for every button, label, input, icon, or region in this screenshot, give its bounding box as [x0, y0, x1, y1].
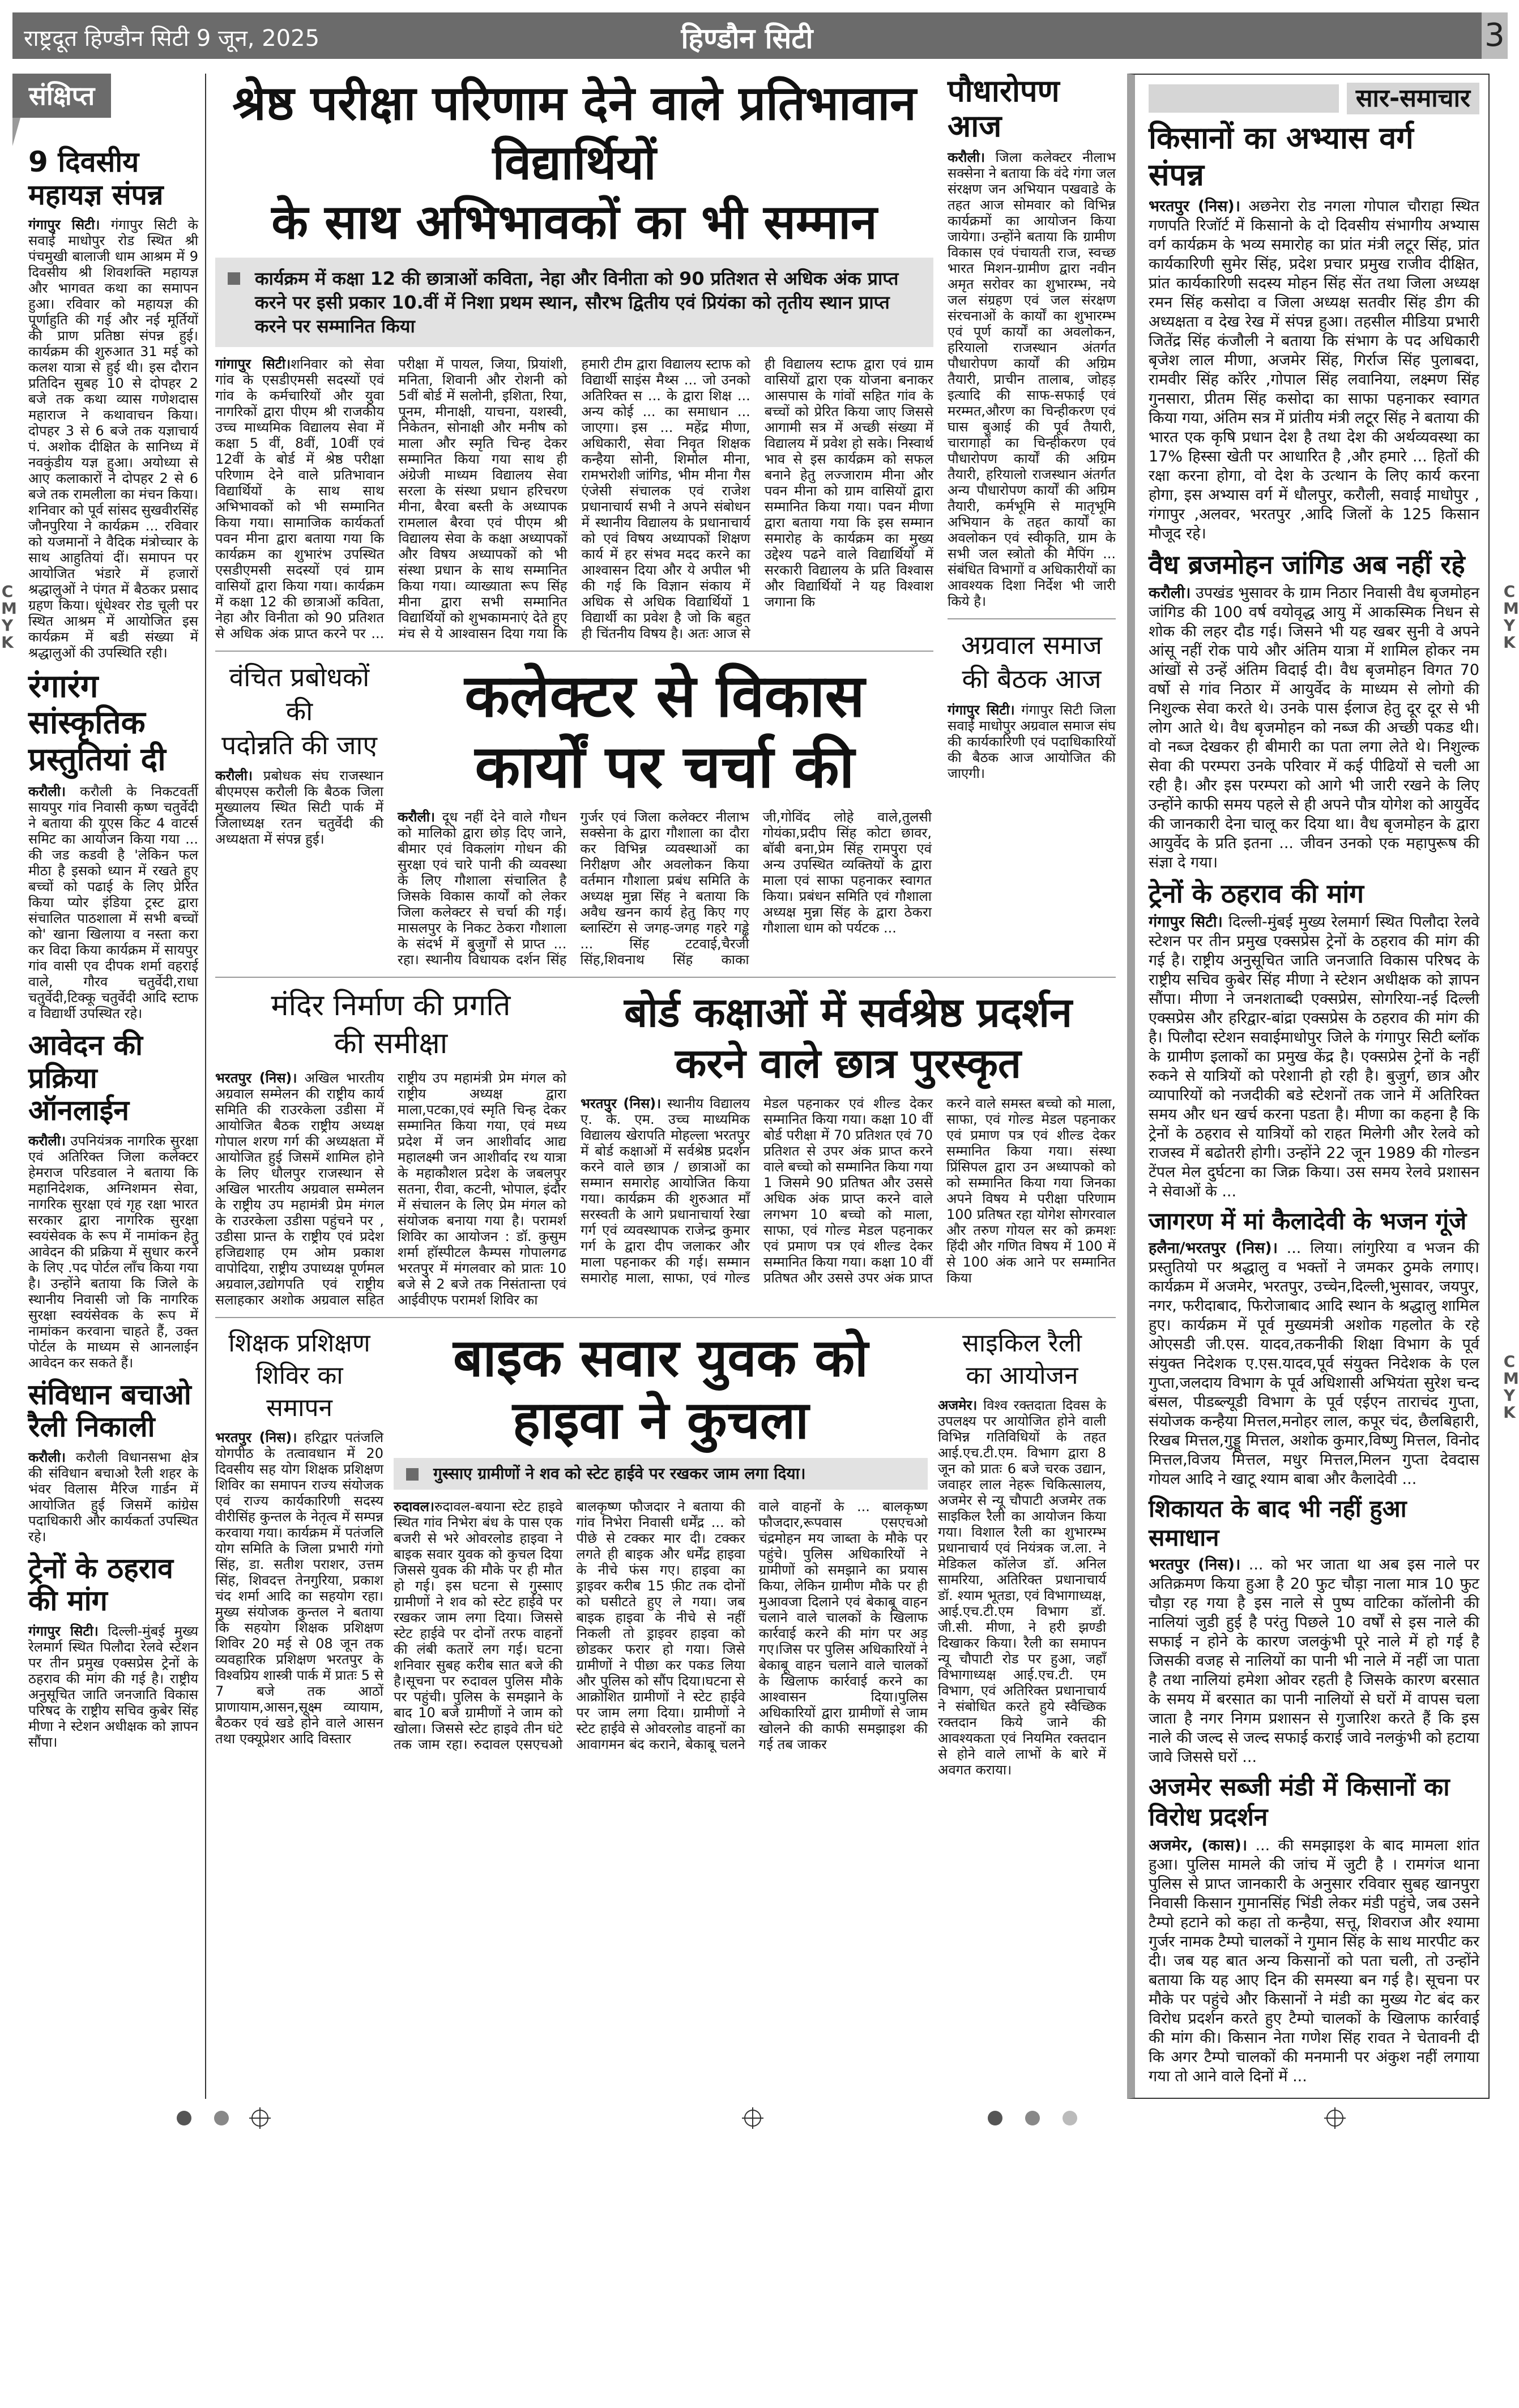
bullet-square-icon: [228, 272, 240, 285]
brief-text: उपनियंत्रक नागरिक सुरक्षा एवं अतिरिक्त जिला कलेक्टर हेमराज परिडवाल ने बताया कि महानिदेशक, अग्निशमन सेवा, नागरिक सुरक्षा एवं गृह रक्षा भारत सरकार द्वारा नागरिक सुरक्षा स्वयंसेवक के रूप में नामांकन हेतु आवेदन की प्रक्रिया में सुधार करने के लिए .पद पोर्टल लॉंच किया गया है। उन्होंने बताया कि जिले के स्थानीय निवासी जो कि नागरिक सुरक्षा स्वयंसेवक के रूप में नामांकन करवाना चाहते हैं, उक्त पोर्टल के माध्यम से आनलाईन आवेदन कर सकते हैं।: [28, 1132, 198, 1371]
brief-body: [28, 1623, 198, 1750]
lower-section: [215, 1327, 1116, 1778]
headline-line: वंचित प्रबोधकों की: [229, 662, 370, 726]
sidebar-headline: वैध ब्रजमोहन जांगिड अब नहीं रहे: [1149, 549, 1465, 580]
story-text: गंगापुर सिटी जिला सवाई माधोपुर अग्रवाल समाज संघ की कार्यकारिणी एवं पदाधिकारियों की बैठक आज आयोजित की जाएगी।: [948, 702, 1116, 781]
sidebar-body: [1149, 913, 1479, 1201]
story-text: अछनेरा रोड नगला गोपाल चौराहा स्थित गणपति रिजॉर्ट में किसानो के दो दिवसीय संभागीय अभ्यास वर्ग कार्यक्रम के भव्य समारोह का प्रांत मंत्री लटूर सिंह, प्रांत कार्यकारिणी सुमेर सिंह, प्रदेश प्रचार प्रमुख राजीव दीक्षित, प्रांत कार्यकारिणी सदस्य मोहन सिंह सेंत तथा जिला अध्यक्ष रमन सिंह कसोदा व जिला अध्यक्ष सतवीर सिंह डीग की अध्यक्षता व देख रेख में संपन्न हुआ। तहसील मीडिया प्रभारी जितेंद्र सिंह कंजौली ने बताया कि संभाग के पद अधिकारी बृजेश लाल मीणा, अजमेर सिंह, गिर्राज सिंह पुलाबदा, रामवीर सिंह कॉरेर ,गोपाल सिंह लवानिया, लक्ष्मण सिंह गुनसारा, प्रीतम सिंह कसोदा का साफा पहनाकर स्वागत किया गया, अंतिम सत्र में प्रांतीय मंत्री लटूर सिंह ने बताया की भारत एक कृषि प्रधान देश है तथा देश की अर्थव्यवस्था का 17% हिस्सा खेती पर आधारित है ,और हमारे ... हितों की रक्षा करना होगा, वो देश के उत्थान के लिए कार्य करना होगा, इस अभ्यास वर्ग में धौलपुर, करौली, सवाई माधोपुर , गंगापुर ,अलवर, भरतपुर ,आदि जिलों के 125 किसान मौजूद रहे।: [1149, 197, 1479, 542]
dateline: करौली।: [28, 1132, 66, 1149]
top-story-headline: [215, 74, 933, 252]
shikshak-body: [215, 1430, 383, 1747]
headline-line: मंदिर निर्माण की प्रगति: [271, 988, 511, 1023]
brief-body: [28, 217, 198, 661]
sankshipt-label-box: संक्षिप्त: [12, 74, 111, 118]
headline-line: हाइवा ने कुचला: [512, 1390, 809, 1451]
bike-headline: [394, 1327, 928, 1452]
sidebar-headline: किसानों का अभ्यास वर्ग संपन्न: [1149, 120, 1414, 193]
sidebar-label: सार-समाचार: [1347, 83, 1479, 114]
cmyk-mark: CMYK: [1503, 1352, 1519, 1422]
prabodhak-headline: [215, 661, 383, 762]
story-text: अखिल भारतीय अग्रवाल सम्मेलन की राष्ट्रीय कार्य समिति की राउरकेला उडीसा में आयोजित बैठक राष्ट्रीय अध्यक्ष गोपाल शरण गर्ग की अध्यक्षता में आयोजित हुई जिसमें शामिल होने के लिए धौलपुर राजस्थान से अखिल भारतीय अग्रवाल सम्मेलन के राष्ट्रीय उप महामंत्री प्रेम मंगल के राउरकेला उडीसा पहुंचने पर , उडीसा प्रान्त के राष्ट्रीय एवं प्रदेश हजिद्यशाह एम ओम प्रकाश वापोदिया, राष्ट्रीय उपाध्यक्ष पूर्णमल अग्रवाल,उद्योगपति एवं राष्ट्रीय सलाहकार अशोक अग्रवाल सहित राष्ट्रीय उप महामंत्री प्रेम मंगल को राष्ट्रीय अध्यक्ष द्वारा माला,पटका,एवं स्मृति चिन्ह देकर सम्मानित किया गया, एवं मध्य प्रदेश में जन आशीर्वाद आद्य महालक्ष्मी जन आशीर्वाद रथ यात्रा के महाकौशल प्रदेश के जबलपुर सतना, रीवा, कटनी, भोपाल, इंदौर में संचालन के लिए प्रेम मंगल को संयोजक बनाया गया है। परामर्श शिविर का आयोजन : डॉ. कुसुम शर्मा हॉस्पीटल कैम्पस गोपालगढ भरतपुर में मंगलवार को प्रातः 10 बजे से 2 बजे तक निसंतान्ता एवं आईवीएफ परामर्श शिविर का: [215, 1070, 566, 1308]
cmyk-mark: CMYK: [1503, 582, 1519, 652]
prabodhak-body: [215, 768, 383, 847]
story-text: उपखंड भुसावर के ग्राम निठार निवासी वैध बृजमोहन जांगिड की 100 वर्ष वयोवृद्ध आयु में आकस्मिक निधन से शोक की लहर दौड गई। जिसने भी यह खबर सुनी वे अपने आंसू नहीं रोक पाये और अंतिम यात्रा में शामिल होकर नम आंखों से उन्हें अंतिम विदाई दी। वैध बृजमोहन विगत 70 वर्षो से गांव निठार में आयुर्वेद के माध्यम से लोगो की निशुल्क सेवा करते थे। उनके पास ईलाज हेतु दूर दूर से भी लोग आते थे। वैध बृजमोहन को नब्ज की अच्छी पकड थी। वो नब्ज देखकर ही बीमारी का पता लगा लेते थे। निशुल्क सेवा की परम्परा उनके परिवार में कई पीढियों से चली आ रही है। और इस परम्परा को आगे भी जारी रखने के लिए उन्होंने काफी समय पहले से ही अपने पौत्र योगेश को आयुर्वेद की जानकारी देना चालू कर दिया था। वैध बृजमोहन के द्वारा आयुर्वेद के प्रति इतना ... जीवन उनको एक महापुरूष की संज्ञा दे गया।: [1149, 584, 1479, 871]
headline-line: शिविर का: [255, 1361, 343, 1390]
dateline: गंगापुर सिटी।: [948, 702, 1015, 718]
headline-line: साइकिल रैली: [962, 1328, 1082, 1358]
sidebar-body: [1149, 584, 1479, 872]
dateline: भरतपुर (निस)।: [1149, 1556, 1241, 1574]
story-text: दूध नहीं देने वाले गौधन को मालिको द्वारा छोड़ दिए जाने, बीमार एवं विकलांग गोधन की सुरक्षा एवं चारे पानी की व्यवस्था के लिए गौशाला संचालित है जिसके विकास कार्यों को लेकर जिला कलेक्टर से चर्चा की गई। मासलपुर के निकट ठेकरा गौशाला के संदर्भ में बुजुर्गों से प्राप्त ... रहा। स्थानीय विधायक दर्शन सिंह गुर्जर एवं जिला कलेक्टर नीलाभ सक्सेना के द्वारा गौशाला का दौरा कर विभिन्न व्यवस्थाओं का निरीक्षण और अवलोकन किया वर्तमान गौशाला प्रबंध समिति के अध्यक्ष मुन्ना सिंह ने बताया कि अवैध खनन कार्य हेतु किए गए ब्लास्टिंग से जगह-जगह गहरे गड्ढे ... सिंह टटवाई,चैरजी सिंह,शिवनाथ सिंह काका जी,गोविंद लोहे वाले,तुलसी गोयंका,प्रदीप सिंह कोटा छावर, बॉबी बना,प्रेम सिंह रामपुरा एवं अन्य उपस्थित व्यक्तियों के द्वारा माला एवं साफा पहनाकर स्वागत किया। प्रबंधन समिति एवं गौशाला अध्यक्ष मुन्ना सिंह के द्वारा ठेकरा गौशाला धाम को पर्यटक ...: [398, 809, 932, 968]
upper-right: [948, 74, 1116, 781]
dateline: अजमेर, (कास)।: [1149, 1836, 1248, 1854]
story-text: दिल्ली-मुंबई मुख्य रेलमार्ग स्थित पिलौदा रेलवे स्टेशन पर तीन प्रमुख एक्सप्रेस ट्रेनों के ठहराव की मांग की गई है। राष्ट्रीय अनुसूचित जाति जनजाति विकास परिषद के राष्ट्रीय सचिव कुबेर सिंह मीणा ने स्टेशन अधीक्षक को ज्ञापन सौंपा। मीणा ने जनशताब्दी एक्सप्रेस, सोगरिया-नई दिल्ली एक्सप्रेस और हरिद्वार-बांद्रा एक्सप्रेस के ठहराव की मांग की है। पिलौदा स्टेशन सवाईमाधोपुर जिले के गंगापुर सिटी ब्लॉक के ग्रामीण इलाकों का प्रमुख केंद्र है। एक्सप्रेस ट्रेनों के नहीं रुकने से यात्रियों को परेशानी हो रही है। बुजुर्ग, छात्र और व्यापारियों को नजदीकी बडे स्टेशनों तक जाने में अतिरिक्त समय और धन खर्च करना पडता है। मीणा का कहना है कि ट्रेनों के ठहराव से यात्रियों को राहत मिलेगी और रेलवे को राजस्व में बढोतरी होगी। उन्होंने 22 जून 1989 की गोल्डन टेंपल मेल दुर्घटना का जिक्र किया। उस समय रेलवे प्रशासन ने सेवाओं के ...: [1149, 913, 1479, 1200]
masthead-bar: [12, 12, 1482, 59]
rule: [215, 651, 933, 652]
headline-line: अग्रवाल समाज: [961, 630, 1103, 661]
headline-line: पदोन्नति की जाए: [221, 729, 377, 760]
headline-line: के साथ अभिभावकों का भी सम्मान: [271, 194, 877, 250]
sidebar-headline: शिकायत के बाद भी नहीं हुआ समाधान: [1149, 1495, 1407, 1551]
brief-headline: 9 दिवसीय महायज्ञ संपन्न: [28, 146, 164, 211]
dateline: भरतपुर (निस)।: [1149, 197, 1241, 215]
sidebar-label-bar: [1149, 84, 1339, 113]
registration-dot-icon: [988, 2111, 1002, 2125]
registration-crosshair-icon: [744, 2110, 761, 2127]
story-text: बस्ती के अध्यापक रामलाल बैरवा एवं पीएम श्री विद्यालय सेवा के कक्षा अध्यापकों और विषय अध्यापकों को भी संस्था प्रधान के साथ सम्मानित किया गया। व्याख्याता रूप सिंह मीना द्वारा सभी सम्मानित विद्यार्थियों को शुभकामनाएं देते हुए मंच से ये आश्वासन दिया गया कि हमारी टीम द्वारा विद्यालय स्टाफ को विद्यार्थी साइंस मैथ्स ... जो उनको अतिरिक्त स ... के द्वारा शिक्ष ... अन्य कोई ... का समाधान ... जाएगा। इस ... महेंद्र मीणा, अधिकारी,: [398, 356, 750, 641]
brief-body: [28, 1133, 198, 1371]
registration-dot-icon: [177, 2111, 191, 2125]
upper-section: [215, 74, 1116, 968]
brief-headline: संविधान बचाओ रैली निकाली: [28, 1378, 191, 1444]
top-story-deck: [215, 258, 933, 347]
dateline: करौली।: [948, 149, 985, 166]
collector-body: [398, 809, 932, 968]
left-column: [12, 74, 206, 2099]
middle-section: [215, 987, 1116, 1308]
dateline: गंगापुर सिटी।: [28, 217, 100, 233]
story-text: 1 विद्यार्थी का प्रवेश है जो कि बहुत ही चिंतनीय विषय है। अतः आज से ही विद्यालय स्टाफ द्वारा एवं ग्राम वासियों द्वारा एक योजना बनाकर आसपास के गांवों सहित गांव के बच्चों को प्रेरित किया जाए जिससे आगामी सत्र में अच्छी संख्या में विद्यालय में प्रवेश हो सके। निस्वार्थ भाव से इस कार्यक्रम को सफल बनाने हेतु लज्जाराम मीना और पवन मीना को ग्राम वासियों द्वारा सम्मानित किया गया। पवन मीणा द्वारा बताया गया कि इस सम्मान समारोह के कार्यक्रम का मुख्य उद्देश्य पढने वाले विद्यार्थियों में सरकारी विद्यालय के प्रति विश्वास और विद्यार्थियों ने यह विश्वाश जगाना कि: [581, 356, 933, 641]
dateline: करौली।: [398, 809, 436, 825]
dateline: भरतपुर (निस)।: [215, 1430, 297, 1446]
registration-footer: [12, 2107, 1508, 2129]
sidebar-body: [1149, 1836, 1479, 2086]
sidebar-body: [1149, 1239, 1479, 1489]
brief-body: [28, 784, 198, 1021]
headline-line: की समीक्षा: [334, 1026, 448, 1061]
dateline: भरतपुर (निस)।: [581, 1095, 662, 1111]
bike-deck: [394, 1458, 928, 1490]
headline-line: की बैठक आज: [962, 663, 1102, 694]
agrawal-headline: [948, 628, 1116, 696]
dateline: करौली।: [28, 1449, 66, 1465]
shikshak-headline: [215, 1327, 383, 1425]
brief-headline: ट्रेनों के ठहराव की मांग: [28, 1551, 173, 1618]
sidebar-headline: ट्रेनों के ठहराव की मांग: [1149, 878, 1364, 909]
dateline: भरतपुर (निस)।: [215, 1070, 297, 1086]
main-area: [215, 74, 1116, 2099]
headline-line: कार्यों पर चर्चा की: [475, 732, 855, 801]
dateline: हलैना/भरतपुर (निस)।: [1149, 1239, 1278, 1258]
cycle-body: [938, 1397, 1106, 1778]
sidebar-headline: जागरण में मां कैलादेवी के भजन गूंजे: [1149, 1207, 1467, 1235]
registration-dot-icon: [214, 2111, 229, 2125]
mandir-headline: [215, 987, 566, 1063]
prabodhak-story: [215, 661, 383, 847]
sidebar-headline: अजमेर सब्जी मंडी में किसानों का विरोध प्रदर्शन: [1149, 1773, 1450, 1832]
cmyk-mark: CMYK: [1, 582, 17, 652]
headline-line: कलेक्टर से विकास: [464, 661, 865, 730]
registration-crosshair-icon: [1326, 2110, 1343, 2127]
dateline: करौली।: [28, 784, 66, 800]
label-tail-icon: [12, 118, 20, 146]
masthead-dateline: राष्ट्रदूत हिण्डौन सिटी 9 जून, 2025: [24, 25, 320, 52]
top-story-body: [215, 356, 933, 641]
page-columns: [1, 73, 1519, 2099]
mandir-body: [215, 1070, 566, 1308]
dateline: करौली।: [215, 768, 253, 784]
story-text: ... की समझाइश के बाद मामला शांत हुआ। पुलिस मामले की जांच में जुटी है । रामगंज थाना पुलिस से प्राप्त जानकारी के अनुसार रविवार सुबह खानपुरा निवासी किसान गुमानसिंह भिंडी लेकर मंडी पहुंचे, जब उसने टैम्पो हटाने को कहा तो कन्हैया, सत्तू, शिवराज और श्यामा गुर्जर नामक टैम्पो चालकों ने गुमान सिंह के साथ मारपीट कर दी। जब यह बात अन्य किसानों को पता चली, तो उन्होंने बताया कि यह आए दिन की समस्या बन गई है। सूचना पर मौके पर पहुंचे और किसानों ने मंडी का मुख्य गेट बंद कर विरोध प्रदर्शन करते हुए टैम्पो चालकों के खिलाफ कार्रवाई की मांग की। किसान नेता गणेश सिंह रावत ने चेतावनी दी कि अगर टैम्पो चालकों की मनमानी पर अंकुश नहीं लगाया गया तो आने वाले दिनों में ...: [1149, 1836, 1480, 2085]
story-text: स्थानीय विद्यालय ए. के. एम. उच्च माध्यमिक विद्यालय खेरापति मोहल्ला भरतपुर में बोर्ड कक्षाओं में सर्वश्रेष्ठ प्रदर्शन करने वाले छात्र / छात्राओं का सम्मान समारोह आयोजित किया गया। कार्यक्रम की शुरुआत माँ सरस्वती के आगे प्रधानाचार्या रेखा गर्ग एवं व्यवस्थापक राजेन्द्र कुमार गर्ग के द्वारा दीप जलाकर और माला पहनाकर की गई। सम्मान समारोह माला, साफा, एवं गोल्ड मेडल पहनाकर एवं शील्ड देकर सम्मानित किया गया। कक्षा 10 वीं बोर्ड परीक्षा में 70 प्रतिशत एवं 70 प्रतिशत से उपर अंक प्राप्त करने वाले बच्चो को सम्मानित किया गया 1 जिसमे 90 प्रतिषत और उससे अधिक अंक प्राप्त करने वाले लगभग 10 बच्चो को माला, साफा, एवं गोल्ड मेडल पहनाकर एवं प्रमाण पत्र एवं शील्ड देकर सम्मानित किया गया। कक्षा 10 वीं प्रतिषत और उससे उपर अंक प्राप्त करने वाले समस्त बच्चो को माला, साफा, एवं गोल्ड मेडल पहनाकर एवं प्रमाण पत्र एवं शील्ड देकर सम्मानित किया गया। संस्था प्रिंसिपल द्वारा उन अध्यापको को को सम्मानित किया गया जिनका अपने विषय मे परीक्षा परिणाम 100 प्रतिषत रहा योगेश सोगरवाल और तरुण गोयल सर को क्रमशः हिंदी और गणित विषय में 100 में से 100 अंक आने पर सम्मानित किया: [581, 1095, 1116, 1286]
page-number: 3: [1482, 12, 1508, 59]
dateline: गंगापुर सिटी।: [1149, 913, 1223, 931]
story-text: सेवा निवृत शिक्षक कन्हैया सोनी, शिमोल मीना, रामभरोशी जांगिड, भीम मीना गैस एंजेसी संचालक एवं राजेश प्रधानाचार्य सभी ने अपने संबोधन में स्थानीय विद्यालय के प्रधानाचार्य को एवं विषय अध्यापकों शिक्षण कार्य में हर संभव मदद करने का आश्वासन दिया और ये अपील भी की गई कि विज्ञान संकाय में अधिक से अधिक विद्यार्थियों: [581, 435, 750, 610]
dateline: गंगापुर सिटी।: [28, 1623, 99, 1639]
plantation-body: [948, 149, 1116, 609]
story-text: हरिद्वार पतंजलि योगपीठ के तत्वावधान में 20 दिवसीय सह योग शिक्षक प्रशिक्षण शिविर का समापन राज्य संयोजक एवं राज्य कार्यकारिणी सदस्य वीरीसिंह कुन्तल के नेतृत्व में सम्पन्न करवाया गया। कार्यक्रम में पतंजलि योग समिति के जिला प्रभारी गंगो सिंह, डा. सतीश पराशर, उत्तम सिंह, शिवदत्त तेनगुरिया, प्रकाश चंद शर्मा आदि का सहयोग रहा। मुख्य संयोजक कुन्तल ने बताया कि सहयोग शिक्षक प्रशिक्षण शिविर 20 मई से 08 जून तक व्यवहारिक प्रशिक्षण भरतपुर के विश्वप्रिय शास्त्री पार्क में प्रातः 5 से 7 बजे तक आठों प्राणायाम,आसन,सूक्ष्म व्यायाम, बैठकर एवं खडे होने वाले आसन तथा एक्यूप्रेशर आदि विस्तार: [215, 1430, 383, 1747]
bike-body: [394, 1499, 928, 1752]
registration-crosshair-icon: [251, 2110, 268, 2127]
masthead-section-title: हिण्डौन सिटी: [681, 22, 813, 55]
brief-body: [28, 1449, 198, 1545]
board-body: [581, 1096, 1116, 1286]
rule: [948, 618, 1116, 619]
headline-line: करने वाले छात्र पुरस्कृत: [675, 1039, 1021, 1087]
sar-samachar-sidebar: [1127, 74, 1490, 2099]
brief-headline: रंगारंग सांस्कृतिक प्रस्तुतियां दी: [28, 668, 166, 778]
headline-line: समापन: [266, 1393, 332, 1423]
headline-line: श्रेष्ठ परीक्षा परिणाम देने वाले प्रतिभावान विद्यार्थियों: [232, 75, 916, 190]
rule: [215, 977, 1116, 978]
mandir-story: [215, 987, 566, 1308]
masthead: [12, 12, 1508, 59]
story-text: ... को भर जाता था अब इस नाले पर अतिक्रमण किया हुआ है 20 फुट चौड़ा नाला मात्र 10 फुट चौड़ा रह गया है इस नाले से पुष्प वाटिका कॉलोनी की नालियां जुडी हुई है परंतु पिछले 10 वर्षों से इस नाले की सफाई न होने के कारण जलकुंभी पूरे नाले में हो गई है जिसकी वजह से नालियों का पानी भी नाले में नहीं जा पाता है तथा नालियां हमेशा ओवर रहती है जिसके कारण बरसात के समय में बरसात का पानी नालियों से घरों में वापस चला जाता है नगर निगम प्रशासन से गुजारिश करते हैं कि इस नाले की जल्द से जल्द सफाई कराई जावे नलकुंभी को हटाया जावे जिससे घरों ...: [1149, 1556, 1479, 1767]
story-text: विश्व रक्तदाता दिवस के उपलक्ष्य पर आयोजित होने वाली विभिन्न गतिविधियों के तहत आई.एच.टी.एम. विभाग द्वारा 8 जून को प्रातः 6 बजे चरक उद्यान, जवाहर लाल नेहरू चिकित्सालय, अजमेर से न्यू चौपाटी अजमेर तक साइकिल रैली का आयोजन किया गया। विशाल रैली का शुभारम्भ प्रधानाचार्य एवं नियंत्रक ज.ला. ने मेडिकल कॉलेज डॉ. अनिल सामरिया, अतिरिक्त प्रधानाचार्य डॉ. श्याम भूतडा, एवं विभागाध्यक्ष, आई.एच.टी.एम विभाग डॉ. जी.सी. मीणा, ने हरी झण्डी दिखाकर किया। रैली का समापन न्यू चौपाटी रोड पर हुआ, जहाँ विभागाध्यक्ष आई.एच.टी. एम विभाग, एवं अतिरिक्त प्रधानाचार्य ने संबोधित करते हुये स्वैच्छिक रक्तदान किये जाने की आवश्यकता एवं नियमित रक्तदान से होने वाले लाभों के बारे में अवगत कराया।: [938, 1397, 1106, 1778]
registration-dot-icon: [1025, 2111, 1040, 2125]
brief-text: करौली के निकटवर्ती सायपुर गांव निवासी कृष्ण चतुर्वेदी ने बताया की यूएस किट 4 वाटर्स समिट का आयोजन किया गया ... की जड कडवी है 'लेकिन फल मीठा है इसको ध्यान में रखते हुए बच्चों को पढाई के लिए प्रेरित किया प्योर इंडिया ट्रस्ट द्वारा संचालित पाठशाला में सभी बच्चों को' खाना खिलाया व नस्ता करा कर विदा किया कार्यक्रम में सायपुर गांव वासी एव दीपक शर्मा वहराई वाले, गौरव चतुर्वेदी,राधा चतुर्वेदी,टिक्कू चतुर्वेदी आदि स्टाफ व विद्यार्थी उपस्थित रहे।: [28, 784, 198, 1022]
deck-text: कार्यक्रम में कक्षा 12 की छात्राओं कविता, नेहा और विनीता को 90 प्रतिशत से अधिक अंक प्राप्त करने पर इसी प्रकार 10.वीं में निशा प्रथम स्थान, सौरभ द्वितीय एवं प्रियंका को तृतीय स्थान प्राप्त करने पर सम्मानित किया: [255, 268, 899, 337]
sidebar-label-row: [1149, 83, 1479, 114]
board-story: [581, 987, 1116, 1286]
cycle-story: [938, 1327, 1106, 1778]
story-text: जिला कलेक्टर नीलाभ सक्सेना ने बताया कि वंदे गंगा जल संरक्षण जन अभियान पखवाडे के तहत आज सोमवार को विभिन्न कार्यक्रमों का आयोजन किया जायेगा। उन्होंने बताया कि ग्रामीण विकास एवं पंचायती राज, स्वच्छ भारत मिशन-ग्रामीण द्वारा नवीन अमृत सरोवर का शुभारम्भ, नये जल संग्रहण एवं जल संरक्षण संरचनाओं के कार्यों का शुभारम्भ एवं पूर्ण कार्यों का अवलोकन, हरियालो राजस्थान अंतर्गत पौधारोपण कार्यों की अग्रिम तैयारी, प्राचीन तालाब, जोहड़ इत्यादि की साफ-सफाई एवं मरम्मत,औरण का चिन्हीकरण एवं घास बुआई की पूर्व तैयारी, चारागाहों का चिन्हीकरण एवं पौधारोपण कार्यों की अग्रिम तैयारी, हरियालो राजस्थान अंतर्गत अन्य पौधारोपण कार्यों की अग्रिम तैयारी, कर्मभूमि से मातृभूमि अभियान के तहत कार्यों का अवलोकन एवं स्वीकृति, ग्राम के सभी जल स्त्रोतो की मैपिंग ... संबंधित विभागों व अधिकारीयों का आवश्यक दिशा निर्देश भी जारी किये है।: [948, 149, 1116, 610]
deck-text: गुस्साए ग्रामीणों ने शव को स्टेट हाईवे पर रखकर जाम लगा दिया।: [433, 1464, 806, 1483]
brief-text: करौली विधानसभा क्षेत्र की संविधान बचाओ रैली शहर के भंवर विलास मैरिज गार्डन में आयोजित हुई जिसमें कांग्रेस पदाधिकारी और कार्यकर्ता उपस्थित रहे।: [28, 1449, 198, 1545]
dateline: गांगापुर सिटी।: [215, 356, 291, 372]
rule: [215, 1317, 1116, 1318]
sidebar-body: [1149, 1555, 1479, 1767]
headline-line: बाइक सवार युवक को: [453, 1327, 868, 1388]
headline-line: का आयोजन: [966, 1361, 1078, 1390]
story-text: रुदावल-बयाना स्टेट हाइवे स्थित गांव निभेरा बंध के पास एक बजरी से भरे ओवरलोड हाइवा ने बाइक सवार युवक को कुचल दिया जिससे युवक की मौके पर ही मौत हो गई। इस घटना से गुस्साए ग्रामीणों ने शव को स्टेट हाईवे पर रखकर जाम लगा दिया। जिससे स्टेट हाईवे पर दोनों तरफ वाहनों की लंबी कतारें लग गई। घटना शनिवार सुबह करीब सात बजे की है।सूचना पर रुदावल पुलिस मौके पर पहुंची। पुलिस के समझाने के बाद 10 बजे ग्रामीणों ने जाम को खोला। जिससे स्टेट हाइवे तीन घंटे तक जाम रहा। रुदावल एसएचओ बालकृष्ण फौजदार ने बताया की गांव निभेरा निवासी धर्मेंद्र ... को पीछे से टक्कर मार दी। टक्कर लगते ही बाइक और धर्मेंद्र हाइवा के नीचे फंस गए। हाइवा का ड्राइवर करीब 15 फ़ीट तक दोनों को घसीटते हुए ले गया। जब बाइक हाइवा के नीचे से नहीं निकली तो ड्राइवर हाइवा को छोडकर फरार हो गया। जिसे ग्रामीणों ने पीछा कर पकड लिया और पुलिस को सौंप दिया।घटना से आक्रोशित ग्रामीणों ने स्टेट हाईवे पर जाम लगा दिया। ग्रामीणों ने स्टेट हाईवे से ओवरलोड वाहनों का आवागमन बंद कराने, बेकाबू चलने वाले वाहनों के ... बालकृष्ण फौजदार,रूपवास एसएचओ चंद्रमोहन मय जाब्ता के मौके पर पहुंचे। पुलिस अधिकारियों ने ग्रामीणों को समझाने का प्रयास किया, लेकिन ग्रामीण मौके पर ही मुआवजा दिलाने एवं बेकाबू वाहन चलाने वाले चालकों के खिलाफ कार्रवाई करने की मांग पर अड़ गए।जिस पर पुलिस अधिकारियों ने बेकाबू वाहन चलाने वाले चालकों के खिलाफ कार्रवाई करने का आश्वासन दिया।पुलिस अधिकारियों द्वारा ग्रामीणों से जाम खोलने की काफी समझाइश की गई तब जाकर: [394, 1498, 928, 1752]
headline-line: बोर्ड कक्षाओं में सर्वश्रेष्ठ प्रदर्शन: [624, 988, 1072, 1036]
plantation-headline: पौधारोपण आज: [948, 73, 1060, 144]
story-text: ... लिया। लांगुरिया व भजन की प्रस्तुतियो पर श्रद्धालु व भक्तों ने जमकर ठुमके लगाए। कार्यक्रम में अजमेर, भरतपुर, उच्चेन,दिल्ली,भुसावर, जयपुर, नगर, फरीदाबाद, फिरोजाबाद आदि स्थान के श्रद्धालु शामिल हुए। कार्यक्रम में पूर्व मुख्यमंत्री अशोक गहलोत के रहे ओएसडी जी.एस. यादव,तकनीकी शिक्षा विभाग के पूर्व संयुक्त निदेशक ए.एस.यादव,पूर्व संयुक्त निदेशक के एल गुप्ता,जलदाय विभाग के पूर्व अधिशासी अभियंता सुरेश चन्द बंसल, पीडब्ल्यूडी विभाग के पूर्व एईएन ताराचंद गुप्ता, संयोजक कन्हैया मित्तल,मनोहर लाल, कपूर चंद, छैलबिहारी, रिखब मित्तल,गुड्डू मित्तल, अशोक कुमार,विष्णु मित्तल, विनोद मित्तल,विजय मित्तल, मधुर मित्तल,मिलन गुप्ता देवदास गोयल आदि ने खाटू श्याम बाबा और कैलादेवी ...: [1149, 1239, 1479, 1489]
headline-line: शिक्षक प्रशिक्षण: [228, 1328, 370, 1358]
story-text: शनिवार को सेवा गांव के एसडीएमसी सदस्यों एवं गांव के कर्मचारियों और युवा नागरिकों द्वारा पीएम श्री राजकीय उच्च माध्यमिक विद्यालय सेवा में कक्षा 5 वीं, 8वीं, 10वीं एवं 12वीं के बोर्ड में श्रेष्ठ परीक्षा परिणाम देने वाले प्रतिभावान विद्यार्थियों के साथ साथ अभिभावकों को भी सम्मानित किया गया। सामाजिक कार्यकर्ता पवन मीना द्वारा बताया गया कि कार्यक्रम का शुभारंभ उपस्थित एसडीएमसी सदस्यों एवं ग्राम वासियों द्वारा किया गया। कार्यक्रम में कक्षा 12 की छात्राओं कविता, नेहा और विनीता को 90 प्रतिशत से अधिक अंक प्राप्त करने पर ... परीक्षा में पायल, जिया, प्रियांशी, मनिता, शिवानी और रोशनी को 5वीं बोर्ड में सलोनी, इशिता, रिया, पूनम, मीनाक्षी, याचना, यशस्वी, निकेतन, सोनाक्षी और मनीष को माला और स्मृति चिन्ह देकर सम्मानित किया गया साथ ही अंग्रेजी माध्यम विद्यालय सेवा सरला के संस्था प्रधान हरिचरण मीना, बैरवा: [215, 356, 568, 641]
upper-left: [215, 74, 933, 968]
story-text: प्रबोधक संघ राजस्थान बीएमएस करौली कि बैठक जिला मुख्यालय स्थित सिटी पार्क में जिलाध्यक्ष रतन चतुर्वेदी की अध्यक्षता में संपन्न हुई।: [215, 768, 383, 848]
brief-text: गंगापुर सिटी के सवाई माधोपुर रोड स्थित श्री पंचमुखी बालाजी धाम आश्रम में 9 दिवसीय श्री शिवशक्ति महायज्ञ और भागवत कथा का समापन हुआ। रविवार को महायज्ञ की पूर्णाहुति की गई और नई मूर्तियों की प्राण प्रतिष्ठा संपन्न हुई। कार्यक्रम की शुरुआत 31 मई को कलश यात्रा से हुई थी। इस दौरान प्रतिदिन सुबह 10 से दोपहर 2 बजे तक कथा व्यास गणेशदास महाराज ने कथावाचन किया। दोपहर 3 से 6 बजे तक यज्ञाचार्य पं. अशोक दीक्षित के सानिध्य में नवकुंडीय यज्ञ हुआ। अयोध्या से आए कलाकारों ने दोपहर 2 से 6 बजे तक रामलीला का मंचन किया। शनिवार को पूर्व सांसद सुखवीरसिंह जौनपुरिया ने कार्यक्रम ... रविवार को यजमानों ने वैदिक मंत्रोच्चार के साथ आहुतियां दीं। समापन पर आयोजित भंडारे में हजारों श्रद्धालुओं ने पंगत में बैठकर प्रसाद ग्रहण किया। धूंधेश्वर रोड चूली पर स्थित आश्रम में आयोजित इस कार्यक्रम में बडी संख्या में श्रद्धालुओं की उपस्थिति रही।: [28, 217, 198, 661]
brief-headline: आवेदन की प्रक्रिया ऑनलाईन: [28, 1029, 143, 1127]
brief-text: दिल्ली-मुंबई मुख्य रेलमार्ग स्थित पिलौदा रेलवे स्टेशन पर तीन प्रमुख एक्सप्रेस ट्रेनों के ठहराव की मांग की गई है। राष्ट्रीय अनुसूचित जाति जनजाति विकास परिषद के राष्ट्रीय सचिव कुबेर सिंह मीणा ने स्टेशन अधीक्षक को ज्ञापन सौंपा।: [28, 1623, 198, 1750]
collector-headline: [398, 661, 932, 802]
cycle-headline: [938, 1327, 1106, 1392]
agrawal-body: [948, 702, 1116, 781]
collector-row: [215, 661, 933, 968]
dateline: रुदावल।: [394, 1498, 435, 1515]
collector-story: [398, 661, 932, 968]
dateline: करौली।: [1149, 584, 1191, 602]
dateline: अजमेर।: [938, 1397, 978, 1414]
bullet-square-icon: [406, 1468, 419, 1481]
sidebar-body: [1149, 197, 1479, 544]
bike-story: [394, 1327, 928, 1752]
registration-dot-icon: [1063, 2111, 1077, 2125]
board-headline: [581, 987, 1116, 1089]
shikshak-story: [215, 1327, 383, 1747]
